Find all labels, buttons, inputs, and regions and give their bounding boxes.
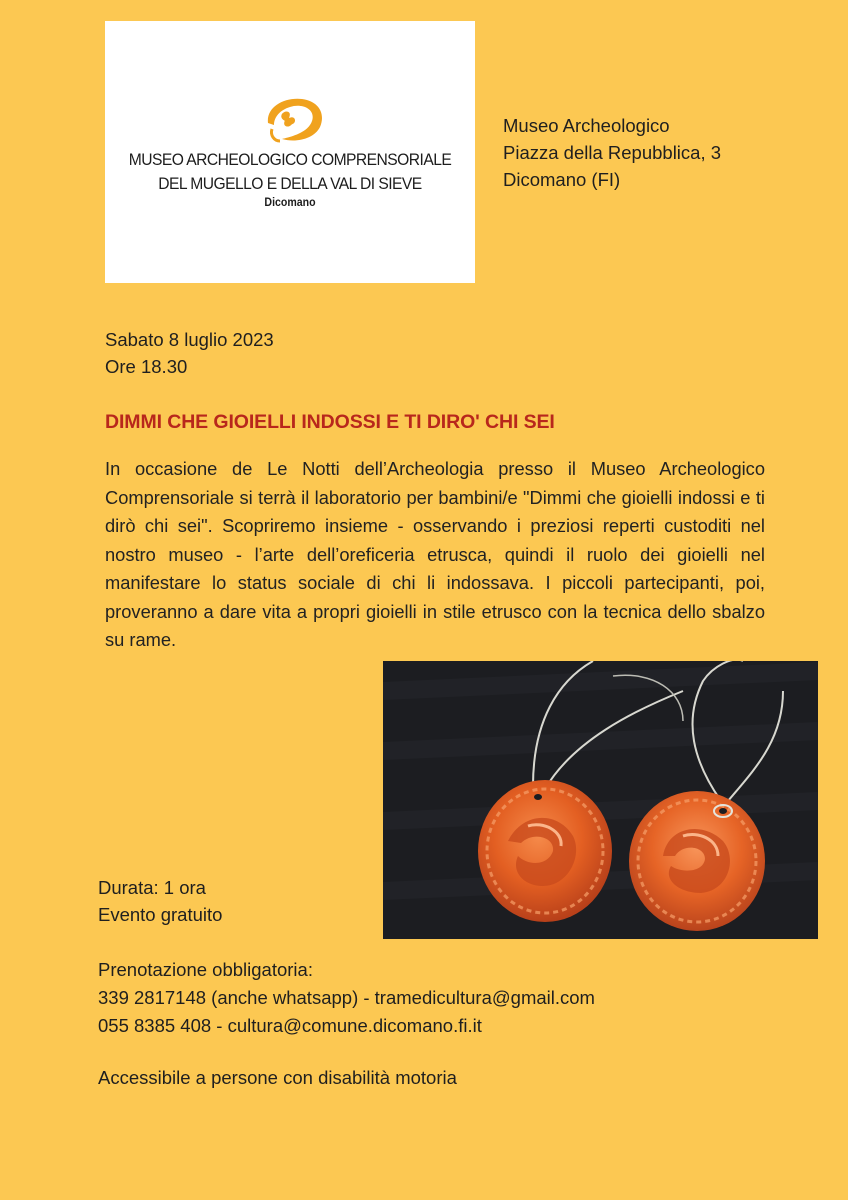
event-datetime (105, 326, 274, 380)
event-time: Ore 18.30 (105, 356, 188, 377)
copper-jewelry-photo (383, 661, 818, 939)
booking-info (98, 956, 595, 1040)
address-line-city: Dicomano (FI) (503, 169, 621, 190)
event-details (98, 874, 222, 928)
event-title: DIMMI CHE GIOIELLI INDOSSI E TI DIRO' CHI SEI (105, 411, 555, 433)
address-line-street: Piazza della Repubblica, 3 (503, 142, 722, 163)
accessibility-note: Accessibile a persone con disabilità motoria (98, 1067, 457, 1088)
jewelry-image (383, 661, 818, 939)
event-date: Sabato 8 luglio 2023 (105, 329, 274, 350)
booking-heading: Prenotazione obbligatoria: (98, 959, 313, 980)
event-price: Evento gratuito (98, 904, 223, 925)
museum-emblem-icon (260, 93, 328, 145)
museum-logo (105, 21, 475, 283)
logo-text-line2: DEL MUGELLO E DELLA VAL DI SIEVE (158, 174, 422, 193)
event-duration: Durata: 1 ora (98, 877, 206, 898)
booking-contact-1: 339 2817148 (anche whatsapp) - tramedicultura@gmail.com (98, 987, 595, 1008)
museum-address (503, 112, 721, 193)
logo-text-line1: MUSEO ARCHEOLOGICO COMPRENSORIALE (128, 150, 452, 169)
event-description: In occasione de Le Notti dell’Archeologia presso il Museo Archeologico Comprensoriale si terrà il laboratorio per bambini/e "Dimmi che gioielli indossi e ti dirò chi sei". Scopriremo insieme - osservando i preziosi reperti custoditi nel nostro museo - l’arte dell’oreficeria etrusca, quindi il ruolo dei gioielli nel manifestare lo status sociale di chi li indossava. I piccoli partecipanti, poi, proveranno a dare vita a propri gioielli in stile etrusco con la tecnica dello sbalzo su rame. (105, 458, 765, 650)
logo-text-line3: Dicomano (264, 197, 316, 209)
address-line-name: Museo Archeologico (503, 115, 670, 136)
booking-contact-2: 055 8385 408 - cultura@comune.dicomano.fi.it (98, 1015, 482, 1036)
